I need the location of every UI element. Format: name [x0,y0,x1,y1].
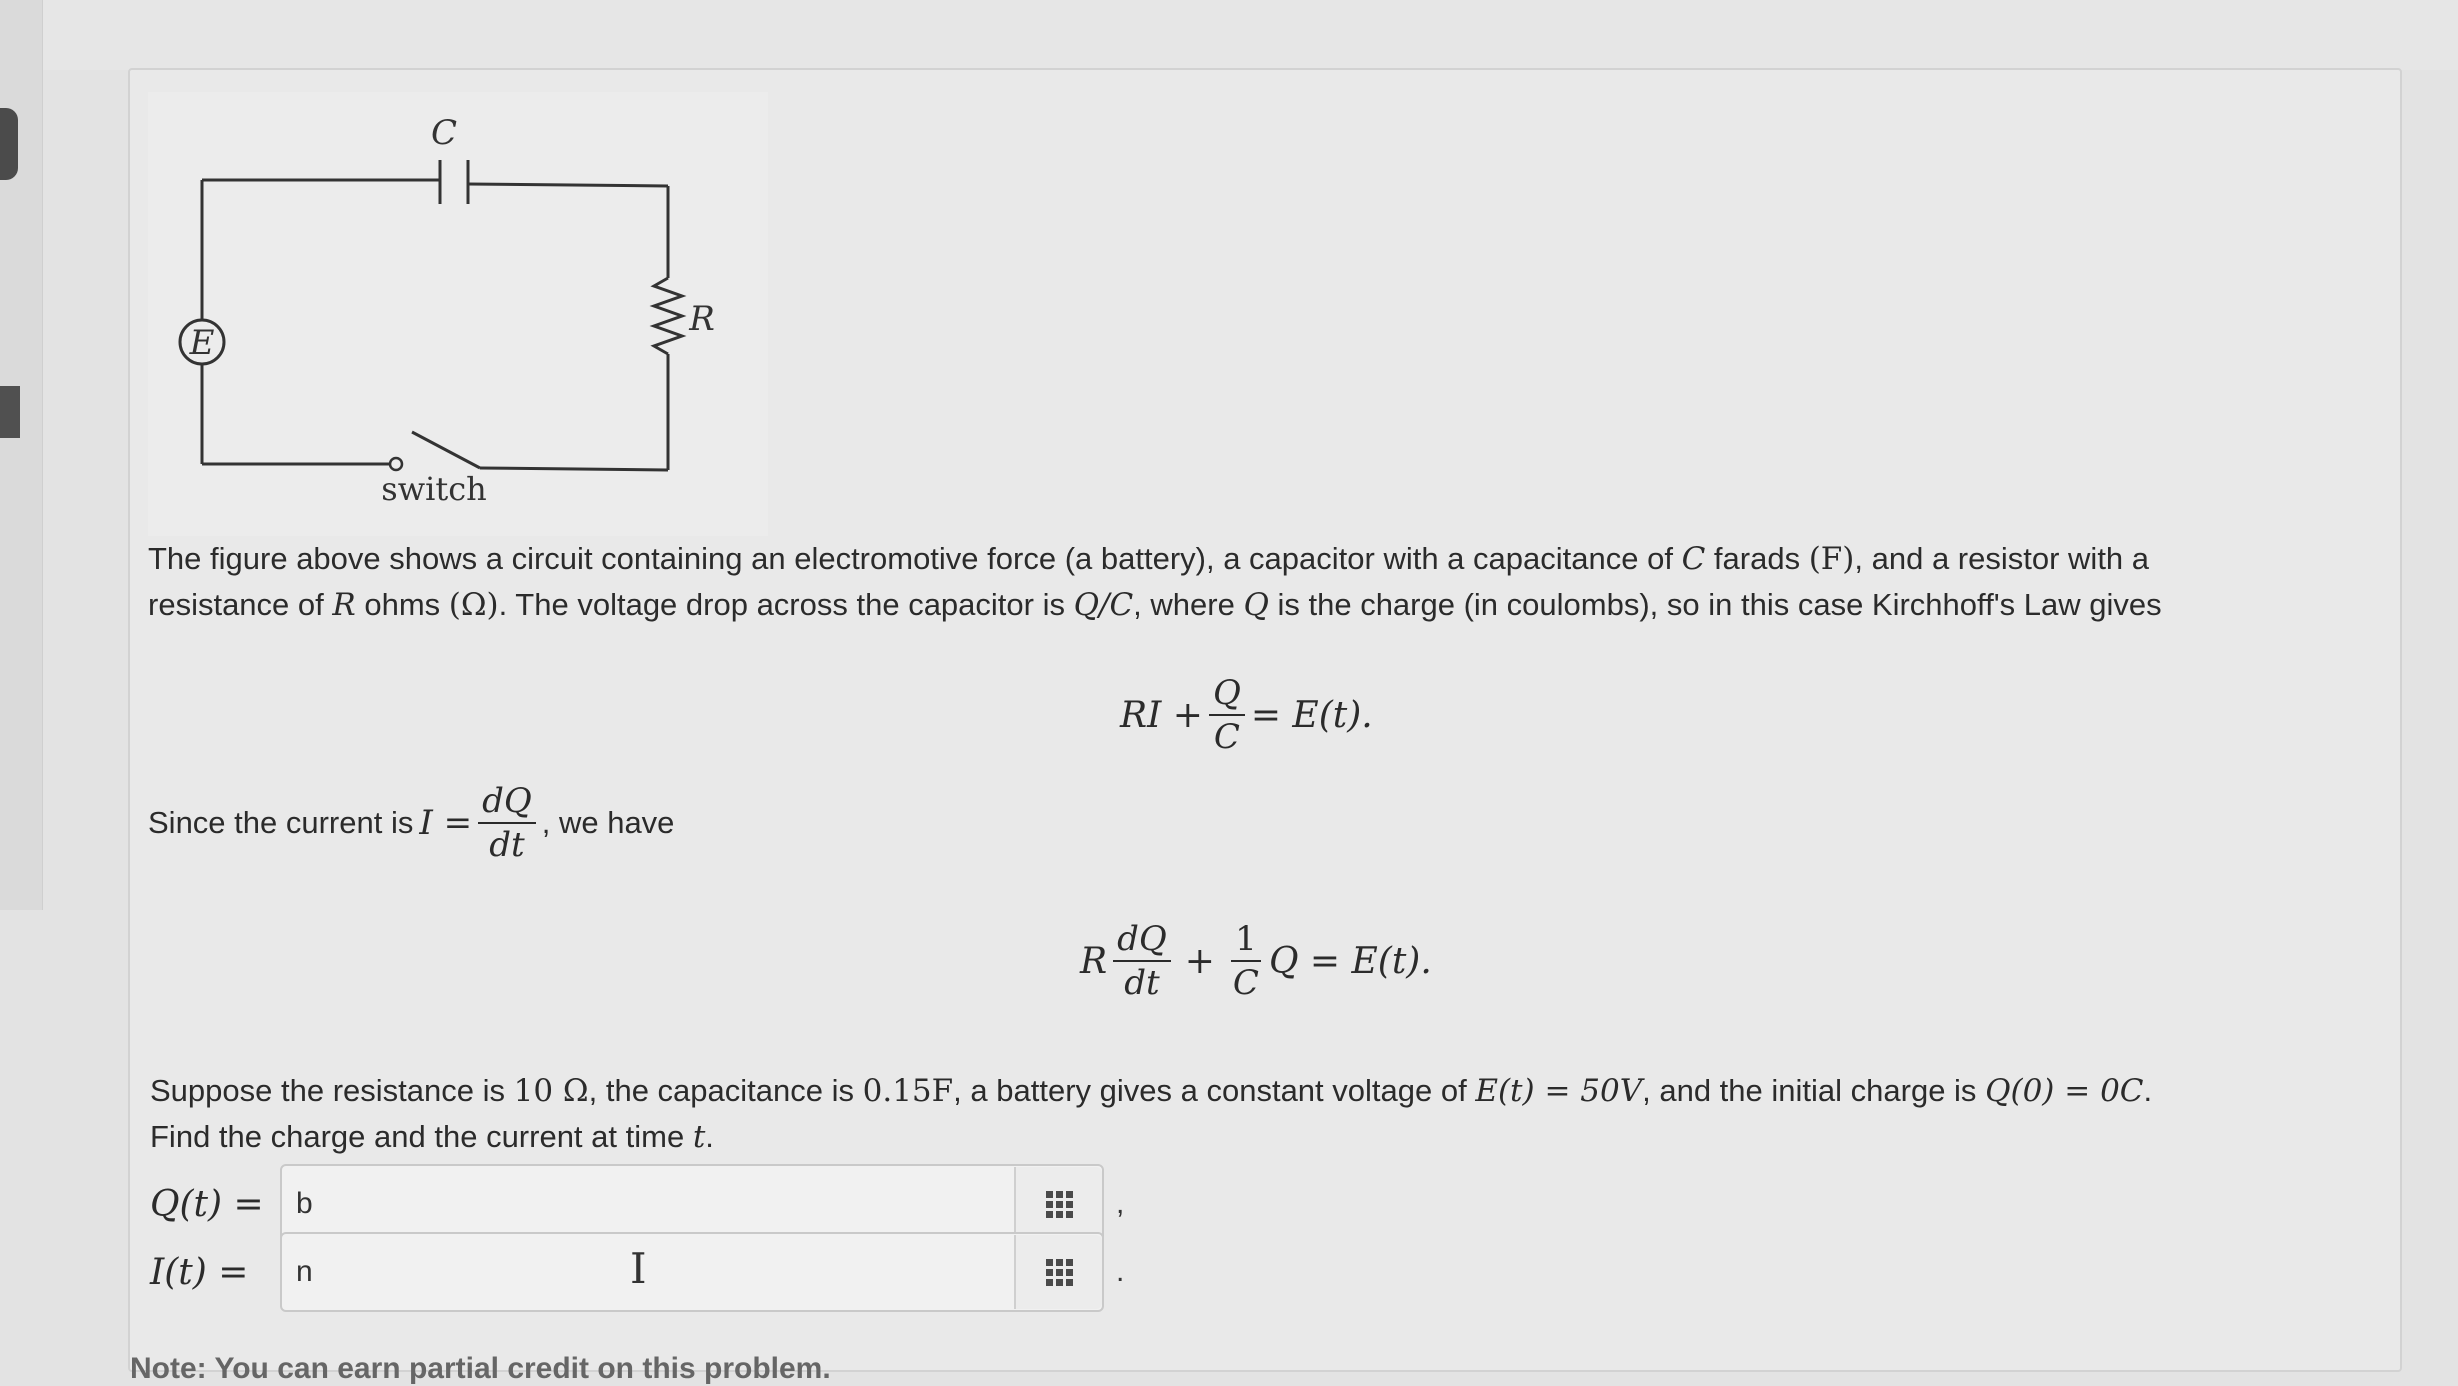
current-answer-input[interactable] [282,1235,1014,1309]
differential-equation [1080,918,1432,1004]
intro-text: resistance of [148,587,333,622]
voltage-value: E(t) = 50V [1475,1073,1643,1109]
wire-top-right [468,184,668,186]
var-q: Q [1243,587,1269,623]
sidebar-tab[interactable] [0,386,20,438]
intro-text: is the charge (in coulombs), so in this case Kirchhoff's Law gives [1268,587,2162,622]
equation-term: RI + [1120,694,1203,736]
fraction-dq-dt [1113,918,1171,1004]
problem-statement-line1 [150,1070,2400,1112]
fraction-denominator: C [1213,717,1240,757]
equation-term: = E(t). [1250,694,1373,736]
intro-text: , where [1133,587,1244,622]
grid-icon [1046,1259,1073,1286]
kirchhoff-equation [1120,672,1373,758]
unit-farads: (F) [1808,541,1855,577]
intro-text: ohms [355,587,449,622]
current-equation-palette-button[interactable] [1014,1235,1102,1309]
fraction-one-over-c [1229,918,1263,1004]
charge-answer-label: Q(t) = [150,1183,264,1225]
fraction-q-over-c [1209,672,1245,758]
current-answer-label: I(t) = [150,1251,249,1293]
charge-equation-palette-button[interactable] [1014,1167,1102,1241]
problem-text: . [705,1119,714,1154]
intro-text: The figure above shows a circuit containing an electromotive force (a battery), a capacitor with a capacitance of [148,541,1682,576]
left-sidebar-rail [0,0,43,910]
grid-icon [1046,1191,1073,1218]
fraction-denominator: C [1232,963,1259,1003]
equation-term: Q = E(t). [1268,940,1432,982]
problem-text: , a battery gives a constant voltage of [953,1073,1476,1108]
switch-contact [390,458,402,470]
answer-trailing-punctuation: , [1116,1187,1125,1220]
text-cursor-icon: I [630,1244,647,1293]
wire-bottom-right [480,468,668,470]
circuit-figure [148,92,768,536]
problem-text: Find the charge and the current at time [150,1119,693,1154]
var-t: t [692,1119,706,1155]
capacitor-label: C [430,113,458,153]
switch-label: switch [381,470,487,508]
emf-label: E [189,323,215,363]
partial-credit-note: Note: You can earn partial credit on this problem. [130,1352,831,1385]
sentence-text: , we have [541,805,675,840]
problem-text: , the capacitance is [588,1073,863,1108]
unit-ohms: (Ω) [448,587,499,623]
resistance-value: 10 Ω [513,1073,589,1109]
current-answer-box [280,1232,1104,1312]
problem-text: . [2143,1073,2153,1108]
equation-operator: + [1184,940,1215,982]
problem-text: , and the initial charge is [1642,1073,1986,1108]
answer-trailing-punctuation: . [1116,1255,1125,1288]
switch-lever [412,432,480,468]
current-sentence [148,780,674,866]
intro-text: . The voltage drop across the capacitor is [498,587,1074,622]
fraction-numerator: dQ [478,780,536,824]
intro-paragraph-line1 [148,538,2378,580]
resistor-label: R [689,299,715,339]
fraction-numerator: dQ [1113,918,1171,962]
charge-answer-input[interactable] [282,1167,1014,1241]
intro-text: farads [1705,541,1809,576]
q-over-c: Q/C [1073,587,1134,623]
page-top-edge [0,0,2458,70]
fraction-numerator: 1 [1231,918,1261,962]
fraction-denominator: dt [1124,963,1160,1003]
problem-text: Suppose the resistance is [150,1073,514,1108]
intro-text: , and a resistor with a [1854,541,2150,576]
resistor-zigzag [654,278,682,354]
equation-term: I = [419,803,473,843]
intro-paragraph-line2 [148,584,2398,626]
fraction-numerator: Q [1209,672,1245,716]
sidebar-tab[interactable] [0,108,18,180]
fraction-dq-dt [478,780,536,866]
initial-charge-value: Q(0) = 0C [1985,1073,2144,1109]
equation-term: R [1080,940,1108,982]
var-r: R [332,587,356,623]
capacitance-value: 0.15F [862,1073,954,1109]
var-c: C [1681,541,1706,577]
fraction-denominator: dt [489,825,525,865]
sentence-text: Since the current is [148,805,414,840]
problem-statement-line2 [150,1116,714,1158]
